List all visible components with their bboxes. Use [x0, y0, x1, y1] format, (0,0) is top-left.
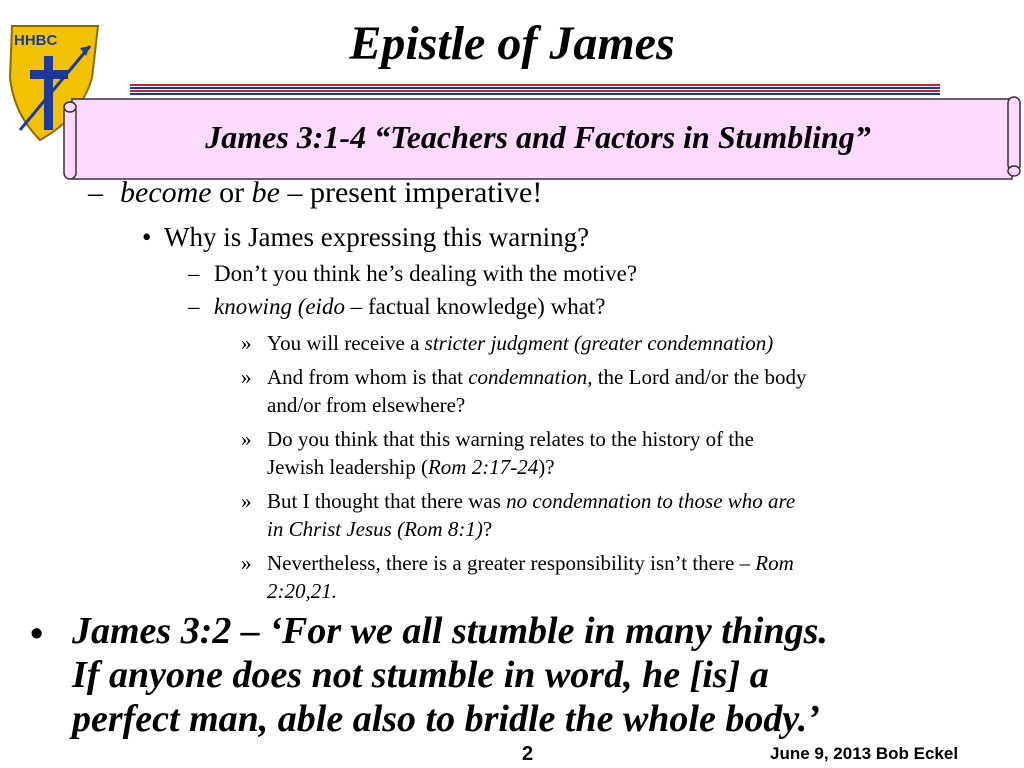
logo-text: HHBC — [14, 32, 58, 49]
text-fragment: and/or from elsewhere? — [267, 393, 466, 417]
page-title: Epistle of James — [349, 17, 675, 70]
bullet-become-or-be — [88, 176, 543, 209]
bullet-marker: – — [188, 294, 200, 319]
bullet-marker: » — [241, 427, 252, 451]
footer-date-author: June 9, 2013 Bob Eckel — [770, 744, 959, 763]
text-fragment: Rom — [755, 551, 794, 575]
text-fragment: You will receive a — [267, 331, 425, 355]
bullet-marker: – — [188, 261, 200, 286]
bullet-marker: » — [241, 365, 252, 389]
bullet-marker: » — [241, 489, 252, 513]
text-fragment: knowing (eido — [214, 294, 345, 319]
bullet-jewish-history — [241, 424, 754, 454]
text-fragment: Why is James expressing this warning? — [164, 222, 590, 252]
bullet-knowing — [188, 292, 606, 322]
main-bullet-marker: • — [30, 613, 44, 655]
slide-subtitle: James 3:1-4 “Teachers and Factors in Stumbling” — [205, 119, 871, 155]
bullet-marker: » — [241, 551, 252, 575]
bullet-from-whom-cont — [267, 390, 465, 420]
text-fragment: 2:20,21. — [267, 579, 337, 603]
text-fragment: Don’t you think he’s dealing with the motive? — [214, 261, 638, 286]
text-fragment: no condemnation to those who are — [506, 489, 796, 513]
quote-line-2: If anyone does not stumble in word, he [is] a — [72, 654, 769, 696]
text-fragment: But I thought that there was — [267, 489, 507, 513]
text-fragment: Jewish leadership ( — [267, 455, 428, 479]
text-fragment: or — [211, 176, 252, 209]
bullet-from-whom — [241, 362, 807, 392]
bullet-no-condemnation-cont — [267, 514, 492, 544]
bullet-marker: – — [88, 176, 103, 209]
term-be: be — [251, 176, 280, 209]
text-fragment: – factual knowledge) what? — [344, 294, 606, 319]
bullet-marker: • — [142, 222, 152, 252]
quote-line-3: perfect man, able also to bridle the whole body.’ — [72, 698, 820, 740]
bullet-motive — [188, 259, 638, 289]
bullet-marker: » — [241, 331, 252, 355]
bullet-greater-responsibility-cont — [267, 576, 337, 606]
text-fragment: stricter judgment (greater condemnation) — [424, 331, 774, 355]
text-fragment: – present imperative! — [279, 176, 543, 209]
term-become: become — [120, 176, 212, 209]
bullet-no-condemnation — [241, 486, 796, 516]
text-fragment: Do you think that this warning relates to the history of the — [267, 427, 754, 451]
text-fragment: And from whom is that — [267, 365, 469, 389]
main-bullet-quote — [72, 609, 1012, 741]
bullet-why-warning — [142, 222, 590, 252]
text-fragment: the Lord and/or the body — [592, 365, 807, 389]
bullet-greater-responsibility — [241, 548, 794, 578]
text-fragment: Rom 2:17-24 — [427, 455, 539, 479]
text-fragment: condemnation, — [468, 365, 593, 389]
text-fragment: )? — [538, 455, 555, 479]
page-number: 2 — [522, 743, 534, 765]
bullet-jewish-history-cont — [267, 452, 555, 482]
text-fragment: ? — [482, 517, 493, 541]
text-fragment: Nevertheless, there is a greater responsibility isn’t there – — [267, 551, 756, 575]
bullet-stricter-judgment — [241, 328, 774, 358]
text-fragment: in Christ Jesus (Rom 8:1) — [267, 517, 483, 541]
quote-line-1: James 3:2 – ‘For we all stumble in many things. — [72, 610, 828, 652]
